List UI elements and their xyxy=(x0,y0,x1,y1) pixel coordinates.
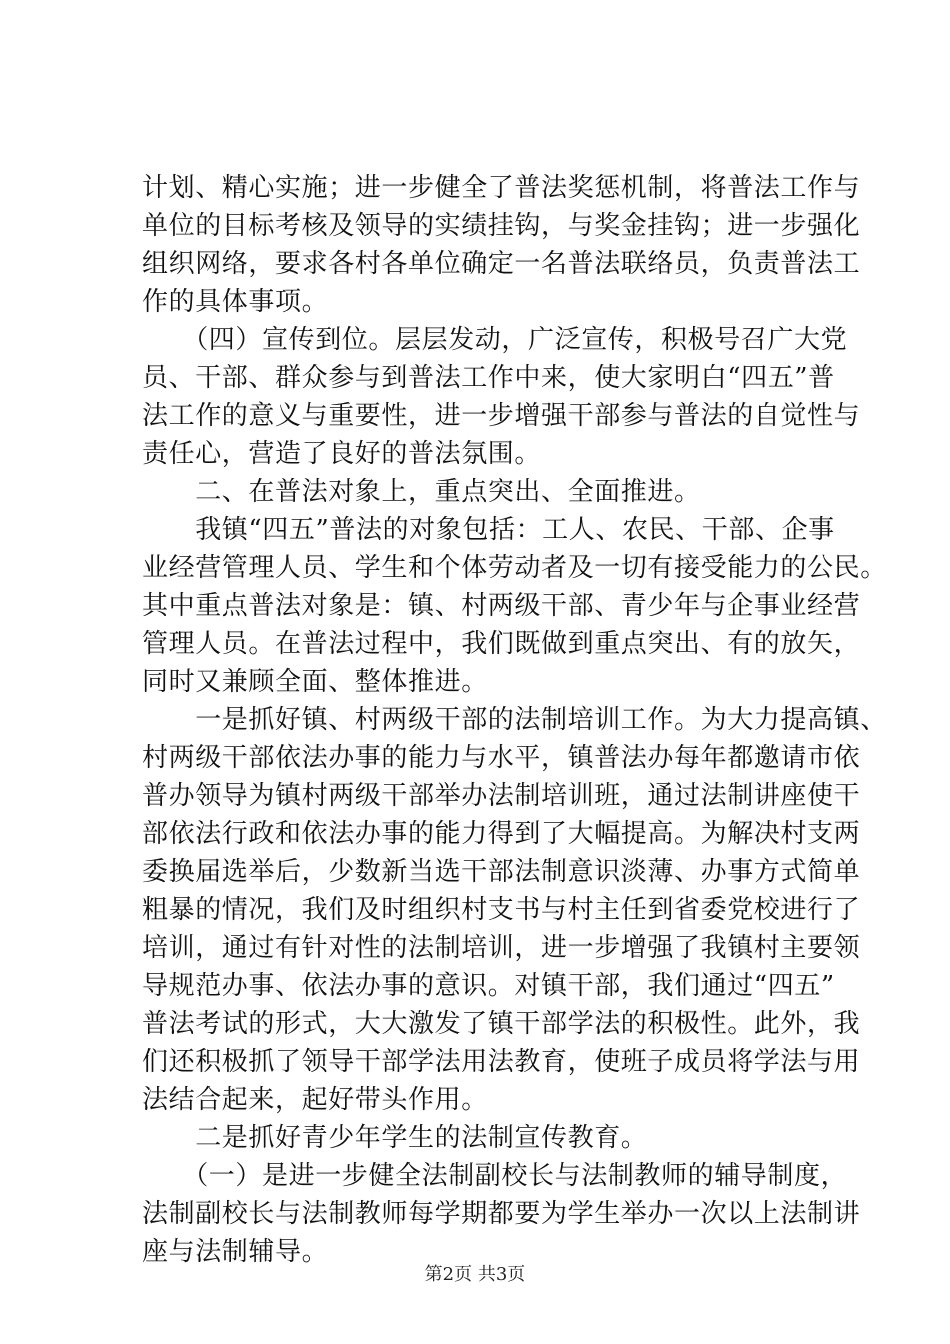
text-line: 一是抓好镇、村两级干部的法制培训工作。为大力提高镇、 xyxy=(142,705,887,735)
section-heading: 二、在普法对象上，重点突出、全面推进。 xyxy=(142,477,701,507)
text-line: 组织网络，要求各村各单位确定一名普法联络员，负责普法工 xyxy=(142,249,861,279)
text-line: 单位的目标考核及领导的实绩挂钩，与奖金挂钩；进一步强化 xyxy=(142,211,861,241)
text-line: 法制副校长与法制教师每学期都要为学生举办一次以上法制讲 xyxy=(142,1199,861,1229)
text-line: 计划、精心实施；进一步健全了普法奖惩机制，将普法工作与 xyxy=(142,173,861,203)
text-line: 座与法制辅导。 xyxy=(142,1237,329,1267)
text-line: 员、干部、群众参与到普法工作中来，使大家明白“四五”普 xyxy=(142,363,835,393)
text-line: 导规范办事、依法办事的意识。对镇干部，我们通过“四五” xyxy=(142,971,835,1001)
page-number-footer: 第2页 共3页 xyxy=(424,1264,526,1285)
text-line: （四）宣传到位。层层发动，广泛宣传，积极号召广大党 xyxy=(142,325,848,355)
text-line: 普法考试的形式，大大激发了镇干部学法的积极性。此外，我 xyxy=(142,1009,861,1039)
text-line: 部依法行政和依法办事的能力得到了大幅提高。为解决村支两 xyxy=(142,819,861,849)
text-line: 法工作的意义与重要性，进一步增强干部参与普法的自觉性与 xyxy=(142,401,861,431)
text-line: 粗暴的情况，我们及时组织村支书与村主任到省委党校进行了 xyxy=(142,895,861,925)
text-line: 责任心，营造了良好的普法氛围。 xyxy=(142,439,542,469)
text-line: 我镇“四五”普法的对象包括：工人、农民、干部、企事 xyxy=(142,515,835,545)
text-line: 同时又兼顾全面、整体推进。 xyxy=(142,667,488,697)
text-line: 们还积极抓了领导干部学法用法教育，使班子成员将学法与用 xyxy=(142,1047,861,1077)
section-heading: 二是抓好青少年学生的法制宣传教育。 xyxy=(142,1123,648,1153)
text-line: 村两级干部依法办事的能力与水平，镇普法办每年都邀请市依 xyxy=(142,743,861,773)
text-line: 管理人员。在普法过程中，我们既做到重点突出、有的放矢， xyxy=(142,629,861,659)
text-line: 作的具体事项。 xyxy=(142,287,329,317)
text-line: 法结合起来，起好带头作用。 xyxy=(142,1085,488,1115)
text-line: 培训，通过有针对性的法制培训，进一步增强了我镇村主要领 xyxy=(142,933,861,963)
text-line: （一）是进一步健全法制副校长与法制教师的辅导制度， xyxy=(142,1161,848,1191)
text-line: 业经营管理人员、学生和个体劳动者及一切有接受能力的公民。 xyxy=(142,553,887,583)
text-line: 其中重点普法对象是：镇、村两级干部、青少年与企事业经营 xyxy=(142,591,861,621)
text-line: 普办领导为镇村两级干部举办法制培训班，通过法制讲座使干 xyxy=(142,781,861,811)
text-line: 委换届选举后，少数新当选干部法制意识淡薄、办事方式简单 xyxy=(142,857,861,887)
